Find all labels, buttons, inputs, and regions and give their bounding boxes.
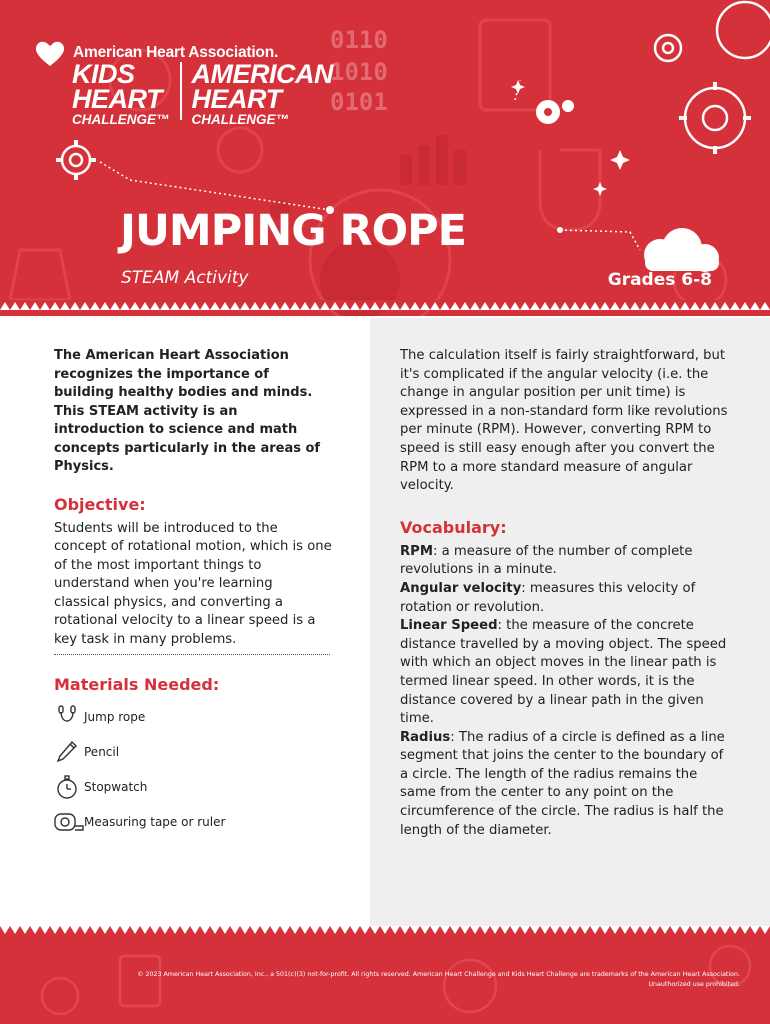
vocab-definition: : measures this velocity of rotation or revolution. <box>400 580 696 615</box>
stopwatch-icon <box>54 773 84 801</box>
binary-line: 0110 <box>330 26 388 54</box>
vocab-term: RPM <box>400 543 433 559</box>
binary-line: 0101 <box>330 88 388 116</box>
vocab-definition: : a measure of the number of complete revolutions in a minute. <box>400 543 693 578</box>
vocab-term: Radius <box>400 729 451 745</box>
vocab-entry <box>400 543 730 580</box>
objective-text: Students will be introduced to the concept of rotational motion, which is one of the most important things to understand when you're learning classical physics, and converting a rotational velocity to a linear speed is a key task in many problems. <box>54 520 332 648</box>
list-item <box>54 735 332 770</box>
material-label: Jump rope <box>84 710 146 725</box>
page-title: JUMPING ROPE <box>120 206 467 256</box>
left-column <box>54 347 332 840</box>
vocab-definition: : the measure of the concrete distance travelled by a moving object. The speed with which an object moves in the linear path is termed linear speed. In other words, it is the distance covered by a linear path in the given time. <box>400 618 727 727</box>
objective-heading: Objective: <box>54 494 146 514</box>
vocab-term: Linear Speed <box>400 618 498 634</box>
jump-rope-icon <box>54 703 84 731</box>
logo-divider <box>180 62 182 120</box>
copyright-notice: © 2023 American Heart Association, Inc., a 501(c)(3) not-for-profit. All rights reserved. American Heart Challenge and Kids Heart Challenge are trademarks of the American Heart Association. Unauthorized use prohibited. <box>137 971 740 988</box>
header-banner <box>0 0 770 316</box>
pencil-icon <box>54 738 84 766</box>
materials-heading: Materials Needed: <box>54 674 220 694</box>
list-item <box>54 700 332 735</box>
american-heart-challenge-logo: AMERICAN HEART CHALLENGE™ <box>191 59 333 127</box>
material-label: Pencil <box>84 745 120 760</box>
vocab-term: Angular velocity <box>400 580 522 596</box>
intro-text: The American Heart Association recognizes the importance of building healthy bodies and minds. This STEAM activity is an introduction to science and math concepts particularly in the areas of Physics. <box>54 348 321 474</box>
vocabulary-list <box>400 543 730 841</box>
binary-line: 1010 <box>330 58 388 86</box>
vocabulary-heading: Vocabulary: <box>400 517 507 537</box>
right-column <box>400 347 730 840</box>
vocab-entry <box>400 617 730 729</box>
aha-name: American Heart Association. <box>73 44 279 61</box>
vocab-entry <box>400 580 730 617</box>
measuring-tape-icon <box>54 808 84 836</box>
section-divider <box>54 654 330 655</box>
kids-heart-challenge-logo: KIDS HEART CHALLENGE™ <box>72 59 170 127</box>
materials-list <box>54 700 332 840</box>
vocab-definition: : The radius of a circle is defined as a line segment that joins the center to the boundary of a circle. The length of the radius remains the same from the center to any point on the circumference of the circle. The radius is half the length of the diameter. <box>400 729 725 838</box>
list-item <box>54 770 332 805</box>
heart-torch-icon <box>33 38 67 68</box>
vocab-entry <box>400 729 730 841</box>
material-label: Stopwatch <box>84 780 148 795</box>
list-item <box>54 805 332 840</box>
grade-level: Grades 6-8 <box>607 270 712 290</box>
challenge-logos <box>72 59 333 127</box>
material-label: Measuring tape or ruler <box>84 815 226 830</box>
calculation-text: The calculation itself is fairly straightforward, but it's complicated if the angular velocity (i.e. the change in angular position per unit time) is expressed in a non-standard form like revolutions per minute (RPM). However, converting RPM to speed is still easy enough after you convert the RPM to a more standard measure of angular velocity. <box>400 348 728 494</box>
page-subtitle: STEAM Activity <box>121 268 249 288</box>
